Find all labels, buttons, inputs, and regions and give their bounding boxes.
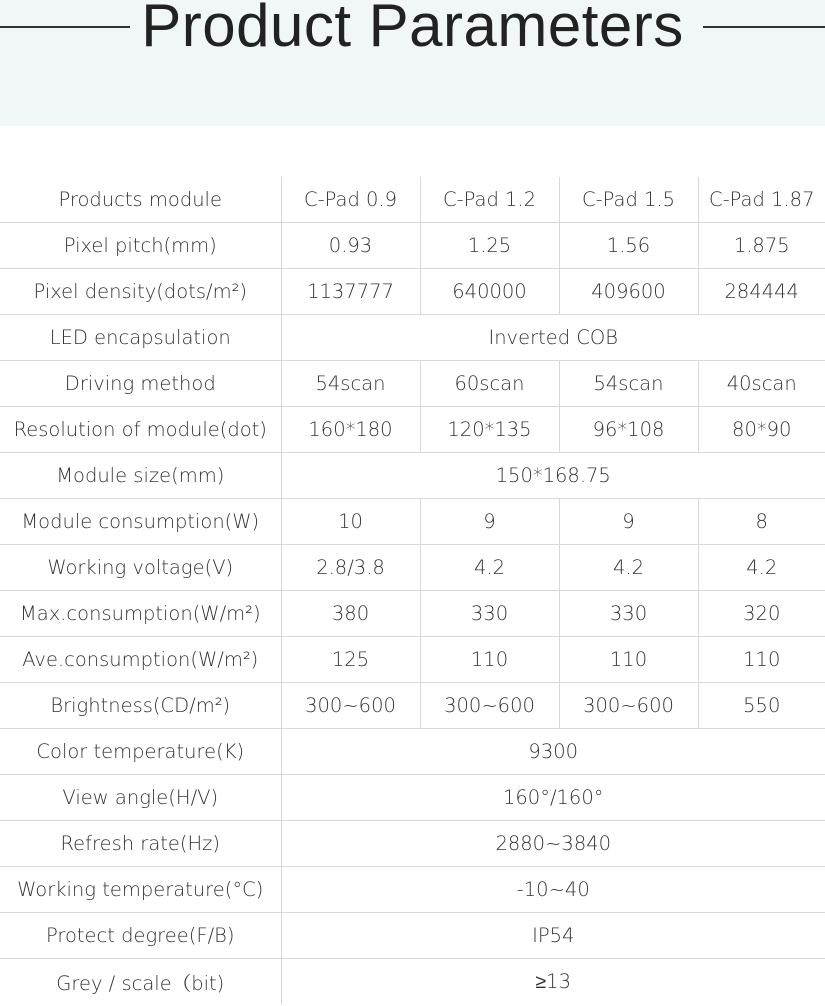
page-title: Product Parameters bbox=[141, 0, 684, 59]
value-cell: 550 bbox=[698, 683, 825, 729]
value-cell: 80*90 bbox=[698, 407, 825, 453]
table-row bbox=[0, 177, 825, 223]
value-cell: 120*135 bbox=[420, 407, 559, 453]
value-cell: 4.2 bbox=[698, 545, 825, 591]
value-cell: 1.875 bbox=[698, 223, 825, 269]
value-cell: 54scan bbox=[281, 361, 420, 407]
value-cell: C-Pad 1.87 bbox=[698, 177, 825, 223]
value-cell: 1.25 bbox=[420, 223, 559, 269]
row-label: Refresh rate(Hz) bbox=[0, 821, 281, 867]
row-label: Max.consumption(W/m²) bbox=[0, 591, 281, 637]
value-cell: 110 bbox=[559, 637, 698, 683]
value-cell: 60scan bbox=[420, 361, 559, 407]
value-cell: 300~600 bbox=[420, 683, 559, 729]
table-row bbox=[0, 407, 825, 453]
table-row bbox=[0, 361, 825, 407]
table-row bbox=[0, 269, 825, 315]
merged-value-cell: -10~40 bbox=[281, 867, 825, 913]
header-banner bbox=[0, 0, 825, 126]
value-cell: 125 bbox=[281, 637, 420, 683]
merged-value-cell: ≥13 bbox=[281, 959, 825, 1005]
value-cell: 110 bbox=[420, 637, 559, 683]
value-cell: 9 bbox=[559, 499, 698, 545]
table-row bbox=[0, 223, 825, 269]
value-cell: 320 bbox=[698, 591, 825, 637]
value-cell: 4.2 bbox=[420, 545, 559, 591]
value-cell: 0.93 bbox=[281, 223, 420, 269]
value-cell: 2.8/3.8 bbox=[281, 545, 420, 591]
value-cell: C-Pad 1.5 bbox=[559, 177, 698, 223]
value-cell: 300~600 bbox=[281, 683, 420, 729]
row-label: Driving method bbox=[0, 361, 281, 407]
table-row bbox=[0, 545, 825, 591]
table-row bbox=[0, 637, 825, 683]
table-row bbox=[0, 499, 825, 545]
value-cell: 284444 bbox=[698, 269, 825, 315]
row-label: Module size(mm) bbox=[0, 453, 281, 499]
value-cell: 380 bbox=[281, 591, 420, 637]
table-row bbox=[0, 867, 825, 913]
row-label: Color temperature(K) bbox=[0, 729, 281, 775]
value-cell: 1.56 bbox=[559, 223, 698, 269]
row-label: Resolution of module(dot) bbox=[0, 407, 281, 453]
merged-value-cell: 9300 bbox=[281, 729, 825, 775]
value-cell: 330 bbox=[559, 591, 698, 637]
value-cell: 640000 bbox=[420, 269, 559, 315]
table-row bbox=[0, 315, 825, 361]
table-row bbox=[0, 453, 825, 499]
value-cell: 160*180 bbox=[281, 407, 420, 453]
row-label: Brightness(CD/m²) bbox=[0, 683, 281, 729]
value-cell: 54scan bbox=[559, 361, 698, 407]
table-row bbox=[0, 821, 825, 867]
value-cell: 10 bbox=[281, 499, 420, 545]
row-label: Working temperature(°C) bbox=[0, 867, 281, 913]
title-rule-right bbox=[703, 26, 825, 28]
table-row bbox=[0, 591, 825, 637]
value-cell: 4.2 bbox=[559, 545, 698, 591]
row-label: Module consumption(W) bbox=[0, 499, 281, 545]
value-cell: 8 bbox=[698, 499, 825, 545]
value-cell: 300~600 bbox=[559, 683, 698, 729]
row-label: Working voltage(V) bbox=[0, 545, 281, 591]
row-label: Grey / scale（bit) bbox=[0, 959, 281, 1005]
row-label: Pixel pitch(mm) bbox=[0, 223, 281, 269]
row-label: Pixel density(dots/m²) bbox=[0, 269, 281, 315]
merged-value-cell: 150*168.75 bbox=[281, 453, 825, 499]
parameters-table-body bbox=[0, 177, 825, 1004]
value-cell: 330 bbox=[420, 591, 559, 637]
parameters-table bbox=[0, 177, 825, 1004]
table-row bbox=[0, 729, 825, 775]
merged-value-cell: 160°/160° bbox=[281, 775, 825, 821]
row-label: Protect degree(F/B) bbox=[0, 913, 281, 959]
merged-value-cell: IP54 bbox=[281, 913, 825, 959]
row-label: Products module bbox=[58, 188, 222, 211]
value-cell: 96*108 bbox=[559, 407, 698, 453]
value-cell: 40scan bbox=[698, 361, 825, 407]
row-label: View angle(H/V) bbox=[0, 775, 281, 821]
table-row bbox=[0, 775, 825, 821]
value-cell: 110 bbox=[698, 637, 825, 683]
table-row bbox=[0, 959, 825, 1005]
merged-value-cell: 2880~3840 bbox=[281, 821, 825, 867]
value-cell: C-Pad 0.9 bbox=[281, 177, 420, 223]
row-label: Ave.consumption(W/m²) bbox=[0, 637, 281, 683]
row-label: LED encapsulation bbox=[0, 315, 281, 361]
value-cell: C-Pad 1.2 bbox=[420, 177, 559, 223]
value-cell: 9 bbox=[420, 499, 559, 545]
value-cell: 409600 bbox=[559, 269, 698, 315]
table-row bbox=[0, 683, 825, 729]
merged-value-cell: Inverted COB bbox=[281, 315, 825, 361]
value-cell: 1137777 bbox=[281, 269, 420, 315]
table-row bbox=[0, 913, 825, 959]
